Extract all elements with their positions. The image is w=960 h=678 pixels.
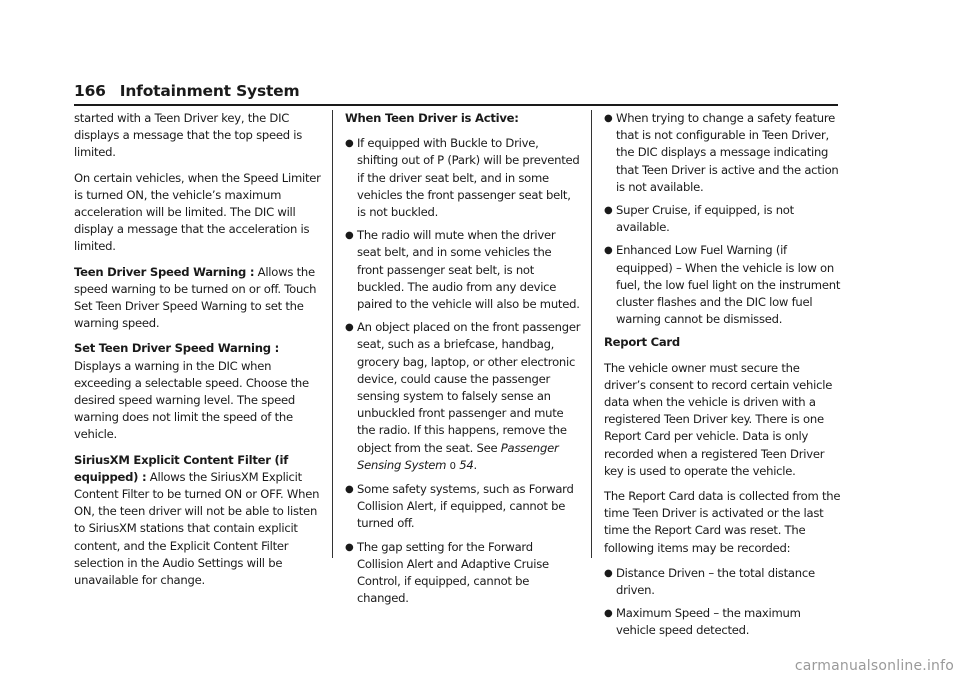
setting-label: SiriusXM Explicit Content Filter (if equipped) :: [74, 452, 289, 484]
list-item: ● Super Cruise, if equipped, is not available.: [604, 203, 794, 235]
list-item: ● Enhanced Low Fuel Warning (if equipped) – When the vehicle is low on fuel, the low fuel light on the instrument cluster flashes and the DIC low fuel warning cannot be dismissed.: [604, 243, 841, 327]
section-heading: When Teen Driver is Active:: [345, 111, 519, 125]
header-rule: [74, 104, 838, 106]
cross-reference-link[interactable]: Passenger Sensing System: [357, 440, 559, 472]
list-item: ● Some safety systems, such as Forward Collision Alert, if equipped, cannot be turned off.: [345, 482, 574, 531]
column-divider-1: [332, 110, 333, 558]
bullet-icon: ●: [604, 113, 613, 124]
list-item: ● The radio will mute when the driver seat belt, and in some vehicles the front passenger seat belt, is not buckled. The audio from any device paired to the vehicle will also be muted.: [345, 228, 580, 312]
setting-label: Set Teen Driver Speed Warning :: [74, 341, 279, 356]
bullet-icon: ●: [604, 245, 613, 257]
paragraph: The Report Card data is collected from the time Teen Driver is activated or the last time the Report Card was reset. The following items may be recorded:: [604, 489, 841, 555]
watermark: carmanualsonline.info: [794, 658, 954, 674]
setting-text: Allows the speed warning to be turned on or off. Touch Set Teen Driver Speed Warning to set the warning speed.: [74, 264, 317, 331]
bullet-icon: ●: [345, 484, 354, 496]
paragraph: [74, 452, 324, 590]
bullet-icon: ●: [345, 138, 354, 150]
page-header: [74, 82, 838, 104]
bullet-icon: ●: [345, 322, 354, 334]
bullet-list: [604, 110, 842, 328]
column-3: [604, 110, 842, 646]
bullet-icon: ●: [345, 541, 354, 553]
paragraph: [74, 264, 324, 333]
bullet-icon: ●: [604, 608, 613, 620]
page-ref-arrow-icon: 0: [449, 460, 456, 472]
list-item: ● If equipped with Buckle to Drive, shifting out of P (Park) will be prevented if the driver seat belt, and in some vehicles the front passenger seat belt, is not buckled.: [345, 136, 580, 220]
page-number: 166: [74, 82, 106, 100]
column-divider-2: [591, 110, 592, 558]
paragraph: started with a Teen Driver key, the DIC displays a message that the top speed is limited.: [74, 111, 303, 160]
setting-label: Teen Driver Speed Warning :: [74, 264, 255, 279]
list-item: ● When trying to change a safety feature that is not configurable in Teen Driver, the DIC displays a message indicating that Teen Driver is active and the action is not available.: [604, 111, 839, 194]
list-item: ● Distance Driven – the total distance driven.: [604, 565, 815, 598]
setting-text: Displays a warning in the DIC when exceeding a selectable speed. Choose the desired speed warning level. The speed warning does not limit the speed of the vehicle.: [74, 358, 309, 442]
paragraph: On certain vehicles, when the Speed Limiter is turned ON, the vehicle’s maximum acceleration will be limited. The DIC will display a message that the acceleration is limited.: [74, 170, 321, 254]
list-item: ● An object placed on the front passenger seat, such as a briefcase, handbag, grocery bag, laptop, or other electronic device, could cause the passenger sensing system to falsely sense an unbuckled front passenger and mute the radio. If this happens, remove the object from the seat. See Passenger Sensing System 0 54.: [345, 319, 581, 475]
list-item: ● The gap setting for the Forward Collision Alert and Adaptive Cruise Control, if equipped, cannot be changed.: [345, 539, 549, 606]
bullet-icon: ●: [604, 567, 613, 579]
paragraph: [74, 340, 324, 443]
bullet-icon: ●: [604, 205, 613, 217]
list-item: ● Maximum Speed – the maximum vehicle speed detected.: [604, 606, 801, 638]
column-2: [345, 110, 581, 613]
bullet-list: [604, 565, 842, 640]
cross-reference-page[interactable]: 54: [459, 457, 474, 472]
paragraph: The vehicle owner must secure the driver’s consent to record certain vehicle data when the vehicle is driven with a registered Teen Driver key. There is one Report Card per vehicle. Data is only recorded when a registered Teen Driver key is used to operate the vehicle.: [604, 360, 833, 478]
bullet-icon: ●: [345, 230, 354, 242]
bullet-list: [345, 135, 581, 607]
section-title: Infotainment System: [119, 82, 300, 100]
column-1: [74, 110, 324, 597]
section-heading: Report Card: [604, 335, 680, 350]
setting-text: Allows the SiriusXM Explicit Content Filter to be turned ON or OFF. When ON, the teen driver will not be able to listen to SiriusXM stations that contain explicit content, and the Explicit Content Filter selection in the Audio Settings will be unavailable for change.: [74, 469, 320, 588]
